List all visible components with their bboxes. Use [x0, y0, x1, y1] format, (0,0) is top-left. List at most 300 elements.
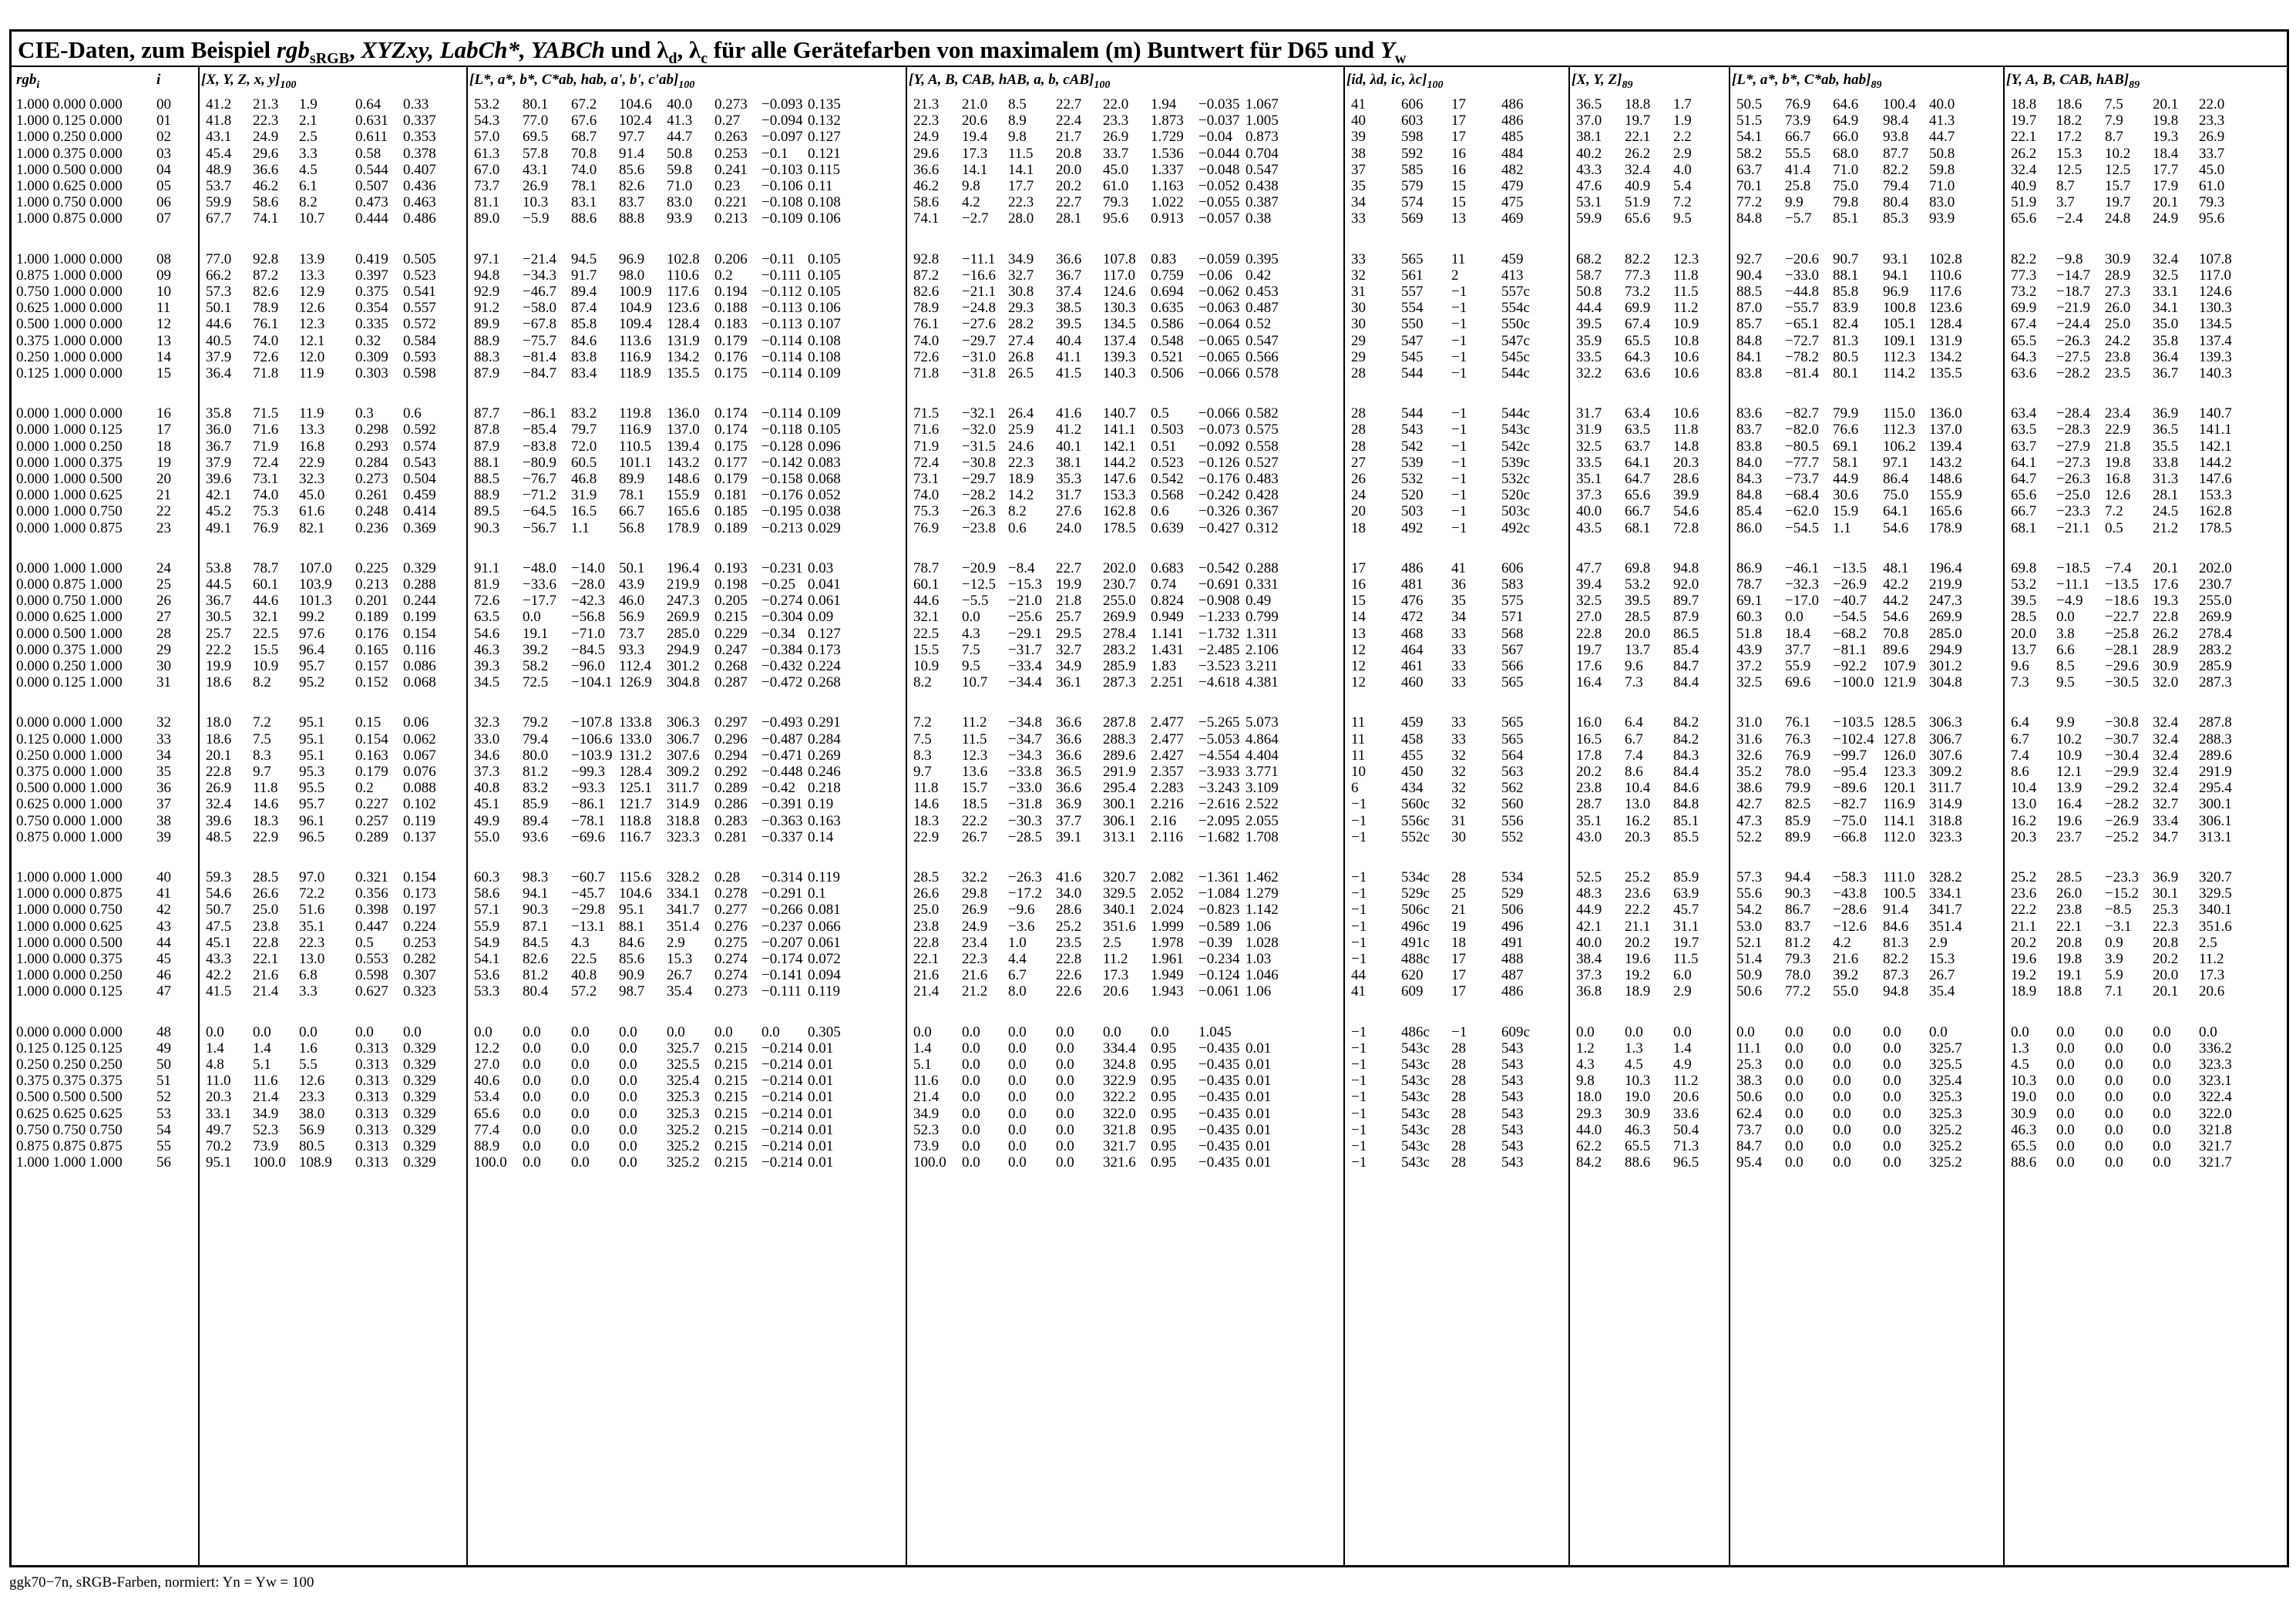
table-cell: 24.0 — [1056, 519, 1082, 536]
table-cell: 0.061 — [808, 934, 841, 951]
table-cell: 1.1 — [1833, 519, 1851, 536]
table-cell: 89.7 — [1673, 593, 1699, 610]
table-cell: −1 — [1351, 1056, 1367, 1073]
table-cell: 11.0 — [206, 1073, 231, 1090]
table-cell: 134.5 — [1103, 316, 1136, 333]
table-cell: 0.0 — [2056, 1040, 2075, 1056]
table-cell: 575 — [1501, 593, 1524, 610]
column-header-subscript: 100 — [678, 79, 695, 91]
table-cell: −78.1 — [571, 812, 605, 829]
table-cell: 1.142 — [1245, 902, 1279, 919]
table-cell: 94.8 — [1883, 983, 1909, 1000]
table-cell: 0.694 — [1151, 284, 1184, 300]
index-value: 12 — [156, 316, 171, 333]
table-cell: 81.1 — [474, 194, 500, 211]
table-cell: 32.7 — [2153, 796, 2179, 813]
table-cell: 0.0 — [1625, 1023, 1643, 1040]
table-cell: −1 — [1451, 300, 1467, 317]
table-cell: 0.83 — [1151, 250, 1177, 267]
table-cell: −102.4 — [1833, 731, 1874, 747]
table-cell: 17 — [1451, 967, 1466, 984]
table-cell: 202.0 — [2199, 559, 2232, 576]
table-cell: 325.2 — [667, 1154, 700, 1171]
table-cell: 0.273 — [355, 471, 388, 487]
table-cell: −0.04 — [1198, 129, 1232, 146]
table-cell: 73.9 — [253, 1138, 279, 1154]
table-cell: 19.8 — [2153, 113, 2179, 129]
table-cell: 82.1 — [299, 519, 325, 536]
table-cell: 291.9 — [2199, 764, 2232, 780]
table-cell: 84.2 — [1576, 1154, 1602, 1171]
table-cell: 321.7 — [2199, 1154, 2232, 1171]
table-cell: 0.0 — [1008, 1121, 1027, 1138]
rgb-value: 0.375 0.375 0.375 — [16, 1073, 123, 1090]
table-cell: 162.8 — [2199, 503, 2232, 520]
table-cell: −28.3 — [2056, 422, 2090, 438]
table-cell: 38.3 — [1736, 1073, 1763, 1090]
table-cell: 29.5 — [1056, 625, 1082, 642]
table-cell: −1.361 — [1198, 869, 1240, 885]
table-cell: 492 — [1401, 519, 1424, 536]
table-cell: 0.244 — [403, 593, 436, 610]
table-cell: 0.01 — [808, 1073, 834, 1090]
table-cell: 0.106 — [808, 210, 841, 227]
table-cell: 111.0 — [1883, 869, 1915, 885]
table-cell: 294.9 — [667, 641, 700, 658]
table-cell: 0.0 — [2153, 1056, 2171, 1073]
table-cell: −0.113 — [761, 300, 802, 317]
table-cell: −1 — [1351, 796, 1367, 813]
table-cell: 49.9 — [474, 812, 500, 829]
table-cell: 64.6 — [1833, 96, 1859, 113]
table-cell: −27.9 — [2056, 438, 2090, 455]
table-cell: 40.0 — [1576, 503, 1602, 520]
table-cell: 0.0 — [1785, 1138, 1804, 1154]
table-cell: 155.9 — [1929, 487, 1962, 504]
table-cell: 32.4 — [2153, 250, 2179, 267]
table-cell: 58.6 — [913, 194, 940, 211]
table-cell: −34.4 — [1008, 674, 1042, 691]
table-cell: −0.337 — [761, 828, 803, 845]
table-cell: 2.082 — [1151, 869, 1184, 885]
table-cell: 84.7 — [1736, 1138, 1763, 1154]
title-part: d — [668, 50, 677, 68]
index-value: 02 — [156, 129, 171, 146]
table-cell: −0.39 — [1198, 934, 1232, 951]
table-cell: 0.273 — [714, 96, 748, 113]
table-cell: −3.523 — [1198, 658, 1240, 674]
table-cell: 57.3 — [1736, 869, 1763, 885]
table-cell: 103.9 — [299, 576, 332, 593]
table-cell: 0.274 — [714, 967, 748, 984]
table-cell: 0.119 — [808, 983, 841, 1000]
table-cell: 23.8 — [913, 918, 940, 935]
table-cell: 147.6 — [1103, 471, 1136, 487]
table-cell: 52.3 — [913, 1121, 940, 1138]
table-cell: 2.116 — [1151, 828, 1184, 845]
table-cell: 0.227 — [355, 796, 388, 813]
table-cell: −0.093 — [761, 96, 803, 113]
table-cell: 117.0 — [1103, 267, 1136, 284]
table-cell: 87.7 — [474, 405, 500, 422]
table-cell: −26.3 — [2056, 471, 2090, 487]
table-cell: −0.073 — [1198, 422, 1240, 438]
table-cell: 9.6 — [1625, 658, 1643, 674]
table-cell: 0.0 — [2105, 1121, 2123, 1138]
table-cell: 18.8 — [2011, 96, 2037, 113]
table-cell: 107.0 — [299, 559, 332, 576]
index-value: 41 — [156, 885, 171, 902]
table-cell: 35.1 — [1576, 812, 1602, 829]
table-cell: 86.9 — [1736, 559, 1763, 576]
table-cell: 0.284 — [355, 454, 388, 471]
table-frame — [9, 29, 2289, 1567]
table-cell: −0.065 — [1198, 332, 1240, 349]
table-cell: 7.5 — [962, 641, 980, 658]
table-cell: 79.8 — [1833, 194, 1859, 211]
table-cell: 503 — [1401, 503, 1424, 520]
table-cell: 85.6 — [619, 161, 645, 178]
table-cell: 0.0 — [1883, 1121, 1901, 1138]
table-cell: 16 — [1351, 576, 1366, 593]
table-cell: 1.4 — [913, 1040, 932, 1056]
table-cell: 64.7 — [1625, 471, 1651, 487]
table-cell: −0.589 — [1198, 918, 1240, 935]
rgb-value: 0.375 0.000 1.000 — [16, 764, 123, 780]
table-cell: 34.6 — [474, 747, 500, 764]
table-cell: 20.2 — [1576, 764, 1602, 780]
table-cell: 36.9 — [2153, 869, 2179, 885]
table-cell: 100.9 — [619, 284, 652, 300]
table-cell: 324.8 — [1103, 1056, 1136, 1073]
table-cell: −0.435 — [1198, 1056, 1240, 1073]
table-cell: 3.3 — [299, 983, 318, 1000]
table-cell: 0.277 — [714, 902, 748, 919]
table-cell: 27.3 — [2105, 284, 2131, 300]
rgb-value: 1.000 0.000 0.750 — [16, 902, 123, 919]
table-cell: 0.197 — [403, 902, 436, 919]
table-cell: 96.4 — [299, 641, 325, 658]
rgb-value: 1.000 0.000 0.125 — [16, 983, 123, 1000]
table-cell: 300.1 — [2199, 796, 2232, 813]
table-cell: 92.7 — [1736, 250, 1763, 267]
table-cell: 44.5 — [206, 576, 232, 593]
table-cell: 0.105 — [808, 250, 841, 267]
table-cell: 84.8 — [1673, 796, 1699, 813]
table-cell: 12.1 — [2056, 764, 2083, 780]
table-cell: 80.1 — [523, 96, 549, 113]
table-cell: 140.3 — [1103, 365, 1136, 381]
table-cell: 54.6 — [1883, 519, 1909, 536]
table-cell: −2.7 — [962, 210, 989, 227]
table-cell: 14.1 — [1008, 161, 1034, 178]
rgb-value: 0.000 0.750 1.000 — [16, 593, 123, 610]
rgb-value: 0.750 0.750 0.750 — [16, 1121, 123, 1138]
table-cell: 0.27 — [714, 113, 741, 129]
table-cell: −0.035 — [1198, 96, 1240, 113]
table-cell: 11.5 — [962, 731, 987, 747]
table-cell: 0.224 — [403, 918, 436, 935]
table-cell: 18 — [1351, 519, 1366, 536]
table-cell: 76.9 — [1785, 747, 1811, 764]
table-cell: −0.114 — [761, 365, 802, 381]
table-cell: 40.1 — [1056, 438, 1082, 455]
table-cell: 32.7 — [1008, 267, 1034, 284]
table-cell: −18.5 — [2056, 559, 2090, 576]
table-cell: 0.0 — [913, 1023, 932, 1040]
table-cell: 45.7 — [1673, 902, 1699, 919]
column-header — [2006, 72, 2140, 92]
table-cell: 28.1 — [2153, 487, 2179, 504]
table-cell: 21.7 — [1056, 129, 1082, 146]
table-cell: −71.2 — [523, 487, 556, 504]
table-cell: 2.5 — [2199, 934, 2217, 951]
table-cell: 18 — [1451, 934, 1466, 951]
table-cell: 311.7 — [1929, 780, 1962, 797]
table-cell: 0.578 — [1245, 365, 1279, 381]
table-cell: 19.7 — [1625, 113, 1651, 129]
table-cell: 10.9 — [913, 658, 940, 674]
table-cell: 123.6 — [1929, 300, 1962, 317]
table-cell: 89.4 — [571, 284, 597, 300]
table-cell: 9.5 — [1673, 210, 1692, 227]
table-cell: 0.0 — [2153, 1023, 2171, 1040]
table-cell: 12.5 — [2105, 161, 2131, 178]
table-cell: 25.7 — [206, 625, 232, 642]
table-cell: 7.4 — [1625, 747, 1643, 764]
table-cell: 63.6 — [2011, 365, 2037, 381]
table-cell: 11 — [1451, 250, 1466, 267]
rgb-value: 0.000 1.000 0.375 — [16, 454, 123, 471]
table-cell: 21.4 — [913, 983, 940, 1000]
table-cell: 50.7 — [206, 902, 232, 919]
table-cell: 295.4 — [2199, 780, 2232, 797]
table-cell: 73.9 — [913, 1138, 940, 1154]
table-cell: 30.1 — [2153, 885, 2179, 902]
table-cell: 78.9 — [253, 300, 279, 317]
table-cell: 16.4 — [2056, 796, 2083, 813]
table-cell: 77.0 — [206, 250, 232, 267]
table-cell: 116.9 — [619, 422, 652, 438]
table-cell: 46.3 — [2011, 1121, 2037, 1138]
table-cell: 0.639 — [1151, 519, 1184, 536]
table-cell: 32.6 — [1736, 747, 1763, 764]
table-cell: 306.1 — [2199, 812, 2232, 829]
table-cell: 83.6 — [1736, 405, 1763, 422]
table-cell: −1 — [1351, 1089, 1367, 1106]
table-cell: 9.8 — [1008, 129, 1027, 146]
table-cell: 100.0 — [474, 1154, 507, 1171]
table-cell: 64.1 — [2011, 454, 2037, 471]
table-cell: 178.9 — [1929, 519, 1962, 536]
table-cell: 37.9 — [206, 348, 232, 365]
table-cell: 0.611 — [355, 129, 388, 146]
table-cell: 28 — [1451, 1073, 1466, 1090]
table-cell: 33.7 — [2199, 145, 2225, 162]
table-cell: 26.9 — [206, 780, 232, 797]
table-cell: 53.3 — [474, 983, 500, 1000]
table-cell: 202.0 — [1103, 559, 1136, 576]
table-cell: −0.142 — [761, 454, 803, 471]
table-cell: 127.8 — [1883, 731, 1916, 747]
table-cell: 87.9 — [1673, 609, 1699, 626]
table-cell: 86.4 — [1883, 471, 1909, 487]
table-cell: 35.8 — [206, 405, 232, 422]
table-cell: 36.4 — [206, 365, 232, 381]
table-cell: 141.1 — [1103, 422, 1136, 438]
table-cell: 47.3 — [1736, 812, 1763, 829]
table-cell: 0.09 — [808, 609, 834, 626]
table-cell: 543c — [1401, 1056, 1430, 1073]
table-cell: −21.9 — [2056, 300, 2090, 317]
table-cell: 0.0 — [1833, 1040, 1851, 1056]
table-cell: 40.0 — [1929, 96, 1955, 113]
table-cell: −75.7 — [523, 332, 556, 349]
table-cell: 43.9 — [1736, 641, 1763, 658]
table-cell: 18.2 — [2056, 113, 2083, 129]
table-cell: 101.1 — [619, 454, 652, 471]
table-cell: 121.7 — [619, 796, 652, 813]
title-part: , — [349, 36, 361, 63]
table-cell: −20.9 — [962, 559, 996, 576]
table-cell: −29.8 — [571, 902, 605, 919]
table-cell: −99.7 — [1833, 747, 1867, 764]
table-cell: 0.0 — [571, 1040, 590, 1056]
title-part: Y — [1380, 36, 1395, 63]
table-cell: 0.38 — [1245, 210, 1272, 227]
table-cell: −1 — [1451, 454, 1467, 471]
column-header-label: [Y, A, B, CAB, hAB, a, b, cAB] — [909, 72, 1094, 88]
table-cell: 58.7 — [1576, 267, 1602, 284]
table-cell: −54.5 — [1785, 519, 1819, 536]
table-cell: 73.2 — [2011, 284, 2037, 300]
column-header — [1346, 72, 1443, 92]
table-cell: −45.7 — [571, 885, 605, 902]
table-cell: −30.3 — [1008, 812, 1042, 829]
table-cell: 19.9 — [1056, 576, 1082, 593]
rgb-value: 0.875 0.000 1.000 — [16, 828, 123, 845]
table-cell: 2.024 — [1151, 902, 1184, 919]
table-cell: 15 — [1351, 593, 1366, 610]
table-cell: 7.2 — [913, 714, 932, 731]
table-cell: −69.6 — [571, 828, 605, 845]
table-cell: 606 — [1501, 559, 1524, 576]
table-cell: 539 — [1401, 454, 1424, 471]
table-cell: 0.0 — [2153, 1040, 2171, 1056]
table-cell: 94.4 — [1785, 869, 1811, 885]
table-cell: 0.0 — [2011, 1023, 2029, 1040]
table-cell: 69.1 — [1736, 593, 1763, 610]
table-cell: 0.428 — [1245, 487, 1279, 504]
table-cell: −32.3 — [1785, 576, 1819, 593]
table-cell: 131.9 — [1929, 332, 1962, 349]
index-value: 56 — [156, 1154, 171, 1171]
table-cell: 36.6 — [913, 161, 940, 178]
table-cell: 0.215 — [714, 1089, 748, 1106]
table-cell: 30 — [1451, 828, 1466, 845]
table-cell: 37.0 — [1576, 113, 1602, 129]
table-cell: 0.179 — [355, 764, 388, 780]
rgb-value: 1.000 0.000 1.000 — [16, 869, 123, 885]
table-cell: 29 — [1351, 348, 1366, 365]
table-cell: −0.34 — [761, 625, 795, 642]
table-cell: 83.7 — [619, 194, 645, 211]
table-cell: 0.175 — [714, 365, 748, 381]
table-cell: 52.1 — [1736, 934, 1763, 951]
table-cell: 17 — [1451, 96, 1466, 113]
table-cell: 80.1 — [1833, 365, 1859, 381]
table-cell: 39.9 — [1673, 487, 1699, 504]
table-cell: 155.9 — [667, 487, 700, 504]
table-cell: 16.8 — [2105, 471, 2131, 487]
table-cell: 547 — [1401, 332, 1424, 349]
table-cell: 83.0 — [667, 194, 693, 211]
table-cell: 85.8 — [1833, 284, 1859, 300]
table-cell: 116.7 — [619, 828, 652, 845]
index-value: 52 — [156, 1089, 171, 1106]
table-cell: 2.9 — [1673, 983, 1692, 1000]
table-cell: 22.1 — [253, 951, 279, 967]
table-cell: −33.4 — [1008, 658, 1042, 674]
table-cell: 0.0 — [474, 1023, 492, 1040]
table-cell: 9.7 — [253, 764, 271, 780]
table-cell: 50.6 — [1736, 983, 1763, 1000]
table-cell: 0.0 — [2153, 1089, 2171, 1106]
column-header — [156, 72, 160, 89]
table-cell: −73.7 — [1785, 471, 1819, 487]
table-cell: 136.0 — [1929, 405, 1962, 422]
table-cell: 86.0 — [1736, 519, 1763, 536]
table-cell: 2.9 — [1929, 934, 1948, 951]
table-cell: 10.6 — [1673, 365, 1699, 381]
table-cell: 321.7 — [1103, 1138, 1136, 1154]
table-cell: 21.6 — [913, 967, 940, 984]
table-cell: 39 — [1351, 129, 1366, 146]
table-cell: 285.0 — [1929, 625, 1962, 642]
table-cell: −0.1 — [761, 145, 788, 162]
table-cell: 100.0 — [253, 1154, 286, 1171]
table-cell: 79.9 — [1833, 405, 1859, 422]
table-cell: 14.2 — [1008, 487, 1034, 504]
table-cell: 0.253 — [403, 934, 436, 951]
table-cell: 28 — [1451, 1105, 1466, 1122]
table-cell: 0.152 — [355, 674, 388, 691]
table-cell: 57.1 — [474, 902, 500, 919]
table-cell: 461 — [1401, 658, 1424, 674]
table-cell: 72.6 — [474, 593, 500, 610]
table-cell: 88.9 — [474, 332, 500, 349]
table-cell: 0.592 — [403, 422, 436, 438]
table-cell: 134.2 — [1929, 348, 1962, 365]
table-cell: 44.6 — [253, 593, 279, 610]
table-cell: 32.1 — [913, 609, 940, 626]
table-cell: 27.0 — [474, 1056, 500, 1073]
table-cell: 7.2 — [2105, 503, 2123, 520]
table-cell: 0.631 — [355, 113, 388, 129]
table-cell: 44.9 — [1833, 471, 1859, 487]
table-cell: 116.9 — [619, 348, 652, 365]
column-divider — [1343, 66, 1345, 1565]
table-cell: 131.9 — [667, 332, 700, 349]
table-cell: 68.2 — [1576, 250, 1602, 267]
table-cell: 0.213 — [355, 576, 388, 593]
table-cell: 26.7 — [962, 828, 988, 845]
table-cell: 21.4 — [913, 1089, 940, 1106]
table-cell: 37.2 — [1736, 658, 1763, 674]
table-cell: 22.8 — [1576, 625, 1602, 642]
table-cell: 36.7 — [206, 438, 232, 455]
table-cell: 26.2 — [2011, 145, 2037, 162]
